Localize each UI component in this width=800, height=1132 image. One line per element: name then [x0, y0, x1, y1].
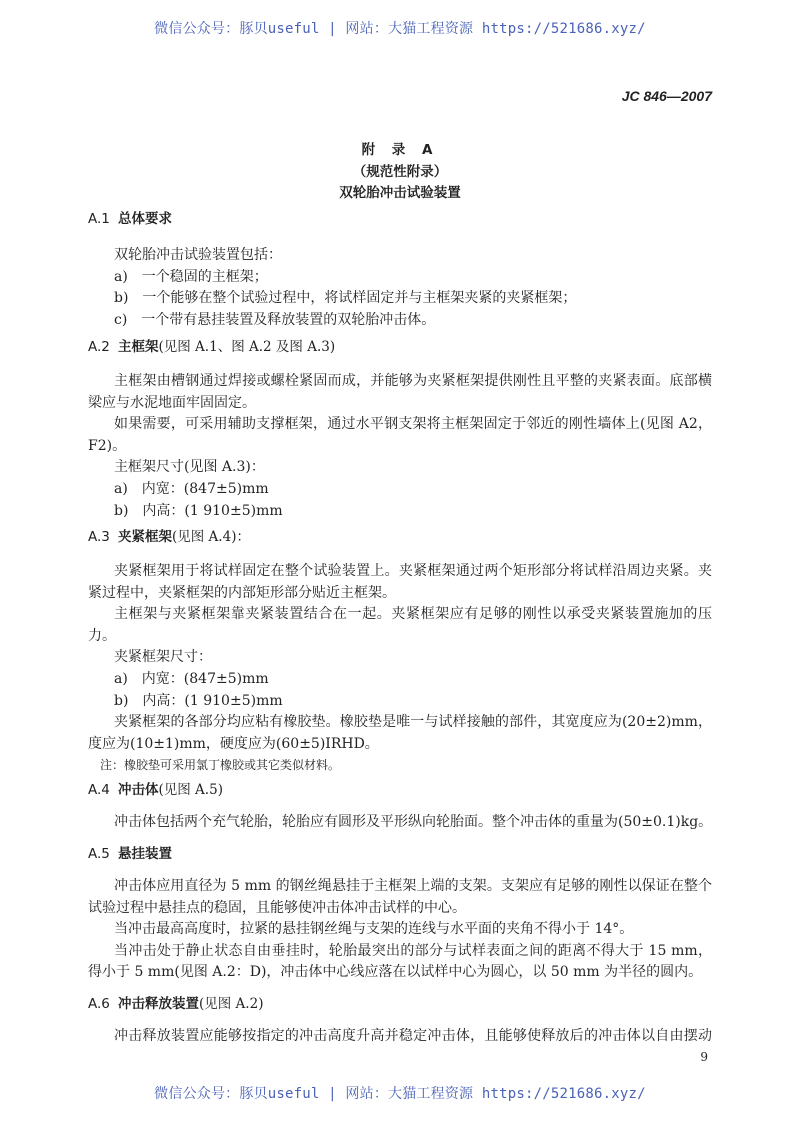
section-A-1 [88, 209, 712, 331]
paragraph-line: 梁应与水泥地面牢固固定。 [88, 394, 256, 411]
paragraph-line: a) 内宽：(847±5)mm [114, 670, 269, 687]
section-A-5 [88, 844, 712, 984]
section-number: A.5 [88, 846, 110, 862]
section-number: A.4 [88, 782, 110, 798]
paragraph-line: 夹紧框架用于将试样固定在整个试验装置上。夹紧框架通过两个矩形部分将试样沿周边夹紧。夹 [114, 563, 712, 579]
section-A-3 [88, 527, 712, 777]
section-title: 总体要求 [118, 211, 172, 227]
paragraph-line: 主框架尺寸(见图 A.3)： [114, 459, 265, 476]
paragraph-line: 当冲击最高高度时，拉紧的悬挂钢丝绳与支架的连线与水平面的夹角不得小于 14°。 [114, 921, 634, 938]
section-title: 冲击释放装置 [118, 996, 199, 1012]
section-title: 主框架 [118, 339, 159, 355]
section-heading [88, 780, 712, 800]
paragraph-line: F2)。 [88, 437, 127, 454]
section-number: A.6 [88, 996, 110, 1012]
paragraph-line: 如果需要，可采用辅助支撑框架，通过水平钢支架将主框架固定于邻近的刚性墙体上(见图 A2， [114, 416, 712, 433]
section-ref: (见图 A.1、图 A.2 及图 A.3) [158, 339, 336, 355]
section-heading [88, 337, 712, 357]
section-heading [88, 209, 712, 229]
appendix-subtitle: （规范性附录） [352, 164, 448, 180]
paragraph-line: 试验过程中悬挂点的稳固，且能够使冲击体冲击试样的中心。 [88, 899, 466, 916]
section-ref: (见图 A.5) [158, 782, 223, 798]
watermark-header: 微信公众号：豚贝useful | 网站：大猫工程资源 https://521686.xyz/ [154, 21, 646, 37]
section-title: 悬挂装置 [118, 846, 172, 862]
page-number: 9 [700, 1050, 708, 1064]
standard-code: JC 846—2007 [621, 88, 712, 104]
paragraph-line: 紧过程中，夹紧框架的内部矩形部分贴近主框架。 [88, 584, 396, 601]
paragraph-line: 冲击体应用直径为 5 mm 的钢丝绳悬挂于主框架上端的支架。支架应有足够的刚性以保证在整个 [114, 878, 712, 894]
appendix-name: 双轮胎冲击试验装置 [339, 185, 461, 201]
section-ref: (见图 A.2) [199, 996, 264, 1012]
paragraph-line: a) 一个稳固的主框架； [114, 268, 268, 285]
paragraph-line: 主框架由槽钢通过焊接或螺栓紧固而成，并能够为夹紧框架提供刚性且平整的夹紧表面。底部横 [114, 373, 712, 389]
appendix-title: 附 录 A [361, 142, 439, 158]
section-A-2 [88, 337, 712, 522]
paragraph-line: 冲击释放装置应能够按指定的冲击高度升高并稳定冲击体，且能够使释放后的冲击体以自由摆动 [114, 1028, 712, 1044]
section-heading [88, 527, 712, 547]
paragraph-line: b) 内高：(1 910±5)mm [114, 692, 283, 709]
paragraph-line: c) 一个带有悬挂装置及释放装置的双轮胎冲击体。 [114, 311, 436, 328]
paragraph-line: a) 内宽：(847±5)mm [114, 480, 269, 497]
paragraph-line: 冲击体包括两个充气轮胎，轮胎应有圆形及平形纵向轮胎面。整个冲击体的重量为(50±0.1)kg。 [114, 814, 713, 830]
paragraph-line: 主框架与夹紧框架靠夹紧装置结合在一起。夹紧框架应有足够的刚性以承受夹紧装置施加的压 [114, 606, 712, 623]
section-heading [88, 844, 712, 864]
section-A-4 [88, 780, 712, 834]
section-heading [88, 994, 712, 1014]
section-title: 夹紧框架 [118, 529, 172, 545]
paragraph-line: 度应为(10±1)mm，硬度应为(60±5)IRHD。 [88, 735, 379, 752]
paragraph-line: b) 内高：(1 910±5)mm [114, 502, 283, 519]
section-number: A.3 [88, 529, 110, 545]
paragraph-line: 当冲击处于静止状态自由垂挂时，轮胎最突出的部分与试样表面之间的距离不得大于 15 mm， [114, 942, 712, 959]
section-A-6 [88, 994, 712, 1048]
paragraph-line: 夹紧框架尺寸： [114, 649, 212, 666]
note: 注：橡胶垫可采用氯丁橡胶或其它类似材料。 [100, 758, 341, 773]
section-number: A.2 [88, 339, 110, 355]
section-number: A.1 [88, 211, 110, 227]
paragraph-line: 得小于 5 mm(见图 A.2：D)，冲击体中心线应落在以试样中心为圆心，以 50 mm 为半径的圆内。 [88, 964, 703, 981]
paragraph-line: 双轮胎冲击试验装置包括： [114, 247, 282, 263]
section-title: 冲击体 [118, 782, 159, 798]
section-ref: (见图 A.4)： [172, 529, 250, 545]
watermark-footer: 微信公众号：豚贝useful | 网站：大猫工程资源 https://521686.xyz/ [154, 1086, 646, 1102]
paragraph-line: b) 一个能够在整个试验过程中，将试样固定并与主框架夹紧的夹紧框架； [114, 290, 577, 307]
paragraph-line: 夹紧框架的各部分均应粘有橡胶垫。橡胶垫是唯一与试样接触的部件，其宽度应为(20±2)mm， [114, 714, 712, 731]
paragraph-line: 力。 [88, 627, 116, 644]
